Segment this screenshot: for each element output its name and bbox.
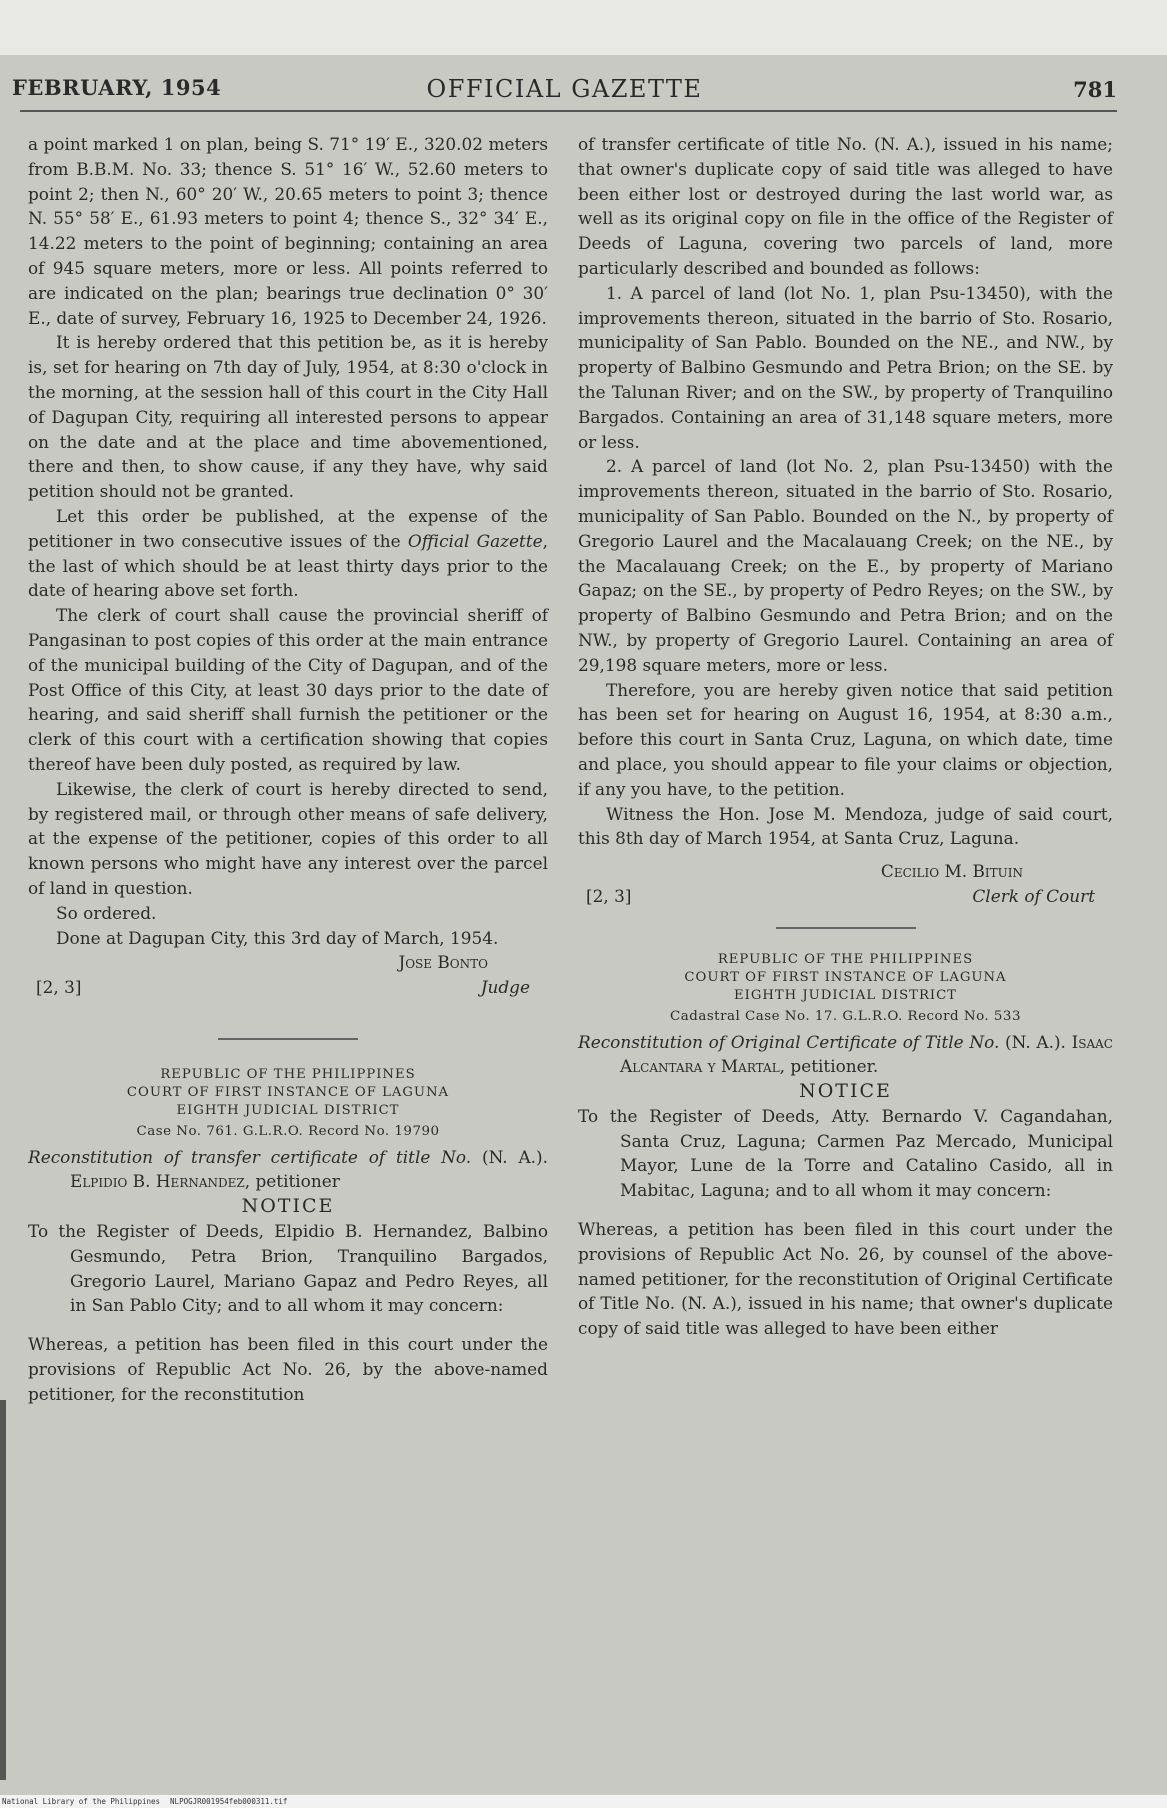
gazette-name: Official Gazette bbox=[407, 530, 543, 551]
court-line: COURT OF FIRST INSTANCE OF LAGUNA bbox=[126, 1084, 450, 1100]
court-line: REPUBLIC OF THE PHILIPPINES bbox=[160, 1066, 416, 1082]
notice-heading: NOTICE bbox=[799, 1080, 892, 1103]
paragraph: 1. A parcel of land (lot No. 1, plan Psu-13450), with the improvements thereon, situated in the barrio of Sto. Rosario, municipality of San Pablo. Bounded on the NE., and NW., by property of Balbino Gesmundo and Petra Brion; on the SE. by the Talunan River; and on the SW., by property of Tranquilino Bargados. Containing an area of 31,148 square meters, more or less. bbox=[578, 282, 1113, 452]
notice-address: To the Register of Deeds, Elpidio B. Hernandez, Balbino Gesmundo, Petra Brion, Tranquilino Bargados, Gregorio Laurel, Mariano Gapaz and Pedro Reyes, all in San Pablo City; and to all whom it may concern: bbox=[28, 1221, 548, 1316]
right-column bbox=[578, 132, 1113, 1341]
issue-ref: [2, 3] bbox=[586, 885, 632, 906]
paragraph: Done at Dagupan City, this 3rd day of March, 1954. bbox=[56, 927, 499, 948]
signature-line bbox=[28, 975, 548, 1000]
paragraph: 2. A parcel of land (lot No. 2, plan Psu-13450) with the improvements thereon, situated in the barrio of Sto. Rosario, municipality of San Pablo. Bounded on the N., by property of Gregorio Laurel and the Macalauang Creek; on the NE., by the Macalauang Creek; on the E., by property of Mariano Gapaz; on the SE., by property of Pedro Reyes; on the SW., by property of Balbino Gesmundo and Petra Brion; and on the NW., by property of Gregorio Laurel. Containing an area of 29,198 square meters, more or less. bbox=[578, 456, 1113, 675]
court-line: REPUBLIC OF THE PHILIPPINES bbox=[717, 951, 974, 967]
section-separator bbox=[218, 1038, 358, 1040]
publication-title: OFFICIAL GAZETTE bbox=[426, 75, 703, 103]
petitioner-name: Elpidio B. Hernandez bbox=[70, 1171, 245, 1192]
paragraph: It is hereby ordered that this petition be, as it is hereby is, set for hearing on 7th day of July, 1954, at 8:30 o'clock in the morning, at the session hall of this court in the City Hall of Dagupan City, requiring all interested persons to appear on the date and at the place and time abovementioned, there and then, to show cause, if any they have, why said petition should not be granted. bbox=[28, 332, 548, 502]
caption-text: (N. A.). bbox=[482, 1146, 548, 1167]
case-caption bbox=[28, 1145, 548, 1195]
court-line: EIGHTH JUDICIAL DISTRICT bbox=[734, 987, 957, 1003]
case-number: Cadastral Case No. 17. G.L.R.O. Record No. 533 bbox=[670, 1008, 1021, 1024]
court-line: COURT OF FIRST INSTANCE OF LAGUNA bbox=[684, 969, 1007, 985]
petitioner-name: Isaac Alcantara y Martal bbox=[620, 1031, 1113, 1077]
issue-ref: [2, 3] bbox=[36, 977, 82, 998]
issue-date: FEBRUARY, 1954 bbox=[12, 75, 222, 100]
header-rule bbox=[20, 110, 1117, 112]
signatory-name: Cecilio M. Bituin bbox=[880, 861, 1023, 882]
file-id: NLPOGJR001954feb000311.tif bbox=[170, 1797, 288, 1806]
case-number: Case No. 761. G.L.R.O. Record No. 19790 bbox=[136, 1123, 440, 1139]
page-number: 781 bbox=[1073, 77, 1117, 102]
caption-text: (N. A.). bbox=[1005, 1031, 1072, 1052]
signatory-name: Jose Bonto bbox=[398, 952, 488, 973]
notice-heading: NOTICE bbox=[241, 1195, 335, 1218]
paragraph: The clerk of court shall cause the provincial sheriff of Pangasinan to post copies of this order at the main entrance of the municipal building of the City of Dagupan, and of the Post Office of this City, at least 30 days prior to the date of hearing, and said sheriff shall furnish the petitioner or the clerk of this court with a certification showing that copies thereof have been duly posted, as required by law. bbox=[28, 605, 548, 774]
section-separator bbox=[776, 927, 916, 929]
caption-text: , petitioner. bbox=[779, 1056, 879, 1077]
notice-address: To the Register of Deeds, Atty. Bernardo V. Cagandahan, Santa Cruz, Laguna; Carmen Paz Mercado, Municipal Mayor, Lune de la Torre and Catalino Casido, all in Mabitac, Laguna; and to all whom it may concern: bbox=[578, 1105, 1113, 1201]
left-column bbox=[28, 132, 548, 1407]
signature-line bbox=[578, 884, 1113, 909]
paragraph: a point marked 1 on plan, being S. 71° 19′ E., 320.02 meters from B.B.M. No. 33; thence S. 51° 16′ W., 52.60 meters to point 2; then N., 60° 20′ W., 20.65 meters to point 3; thence N. 55° 58′ E., 61.93 meters to point 4; thence S., 32° 34′ E., 14.22 meters to the point of beginning; containing an area of 945 square meters, more or less. All points referred to are indicated on the plan; bearings true declination 0° 30′ E., date of survey, February 16, 1925 to December 24, 1926. bbox=[28, 134, 548, 328]
paragraph bbox=[28, 504, 548, 603]
scan-top-band bbox=[0, 0, 1167, 55]
page-header bbox=[12, 75, 1117, 105]
scan-edge-shadow bbox=[0, 1400, 6, 1780]
paragraph: So ordered. bbox=[56, 902, 157, 923]
scan-footer bbox=[0, 1795, 1167, 1808]
court-line: EIGHTH JUDICIAL DISTRICT bbox=[176, 1102, 400, 1118]
paragraph: of transfer certificate of title No. (N. A.), issued in his name; that owner's duplicate copy of said title was alleged to have been either lost or destroyed during the last world war, as well as its original copy on file in the office of the Register of Deeds of Laguna, covering two parcels of land, more particularly described and bounded as follows: bbox=[578, 134, 1113, 278]
paragraph: Witness the Hon. Jose M. Mendoza, judge of said court, this 8th day of March 1954, at Santa Cruz, Laguna. bbox=[578, 803, 1113, 849]
paragraph: Whereas, a petition has been filed in this court under the provisions of Republic Act No. 26, by the above-named petitioner, for the reconstitution bbox=[28, 1334, 548, 1404]
text: Let this order be published, at the expense of the petitioner in two consecutive issues of the bbox=[28, 505, 548, 551]
signatory-title: Clerk of Court bbox=[972, 885, 1095, 906]
caption-title: Reconstitution of transfer certificate of title No. bbox=[28, 1146, 472, 1167]
paragraph: Likewise, the clerk of court is hereby directed to send, by registered mail, or through other means of safe delivery, at the expense of the petitioner, copies of this order to all known persons who might have any interest over the parcel of land in question. bbox=[28, 778, 548, 898]
text: , the last of which should be at least thirty days prior to the date of hearing above set forth. bbox=[28, 530, 548, 601]
signatory-title: Judge bbox=[480, 977, 530, 998]
case-caption bbox=[578, 1030, 1113, 1080]
caption-text: , petitioner bbox=[244, 1171, 340, 1192]
paragraph: Whereas, a petition has been filed in this court under the provisions of Republic Act No. 26, by counsel of the above-named petitioner, for the reconstitution of Original Certificate of Title No. (N. A.), issued in his name; that owner's duplicate copy of said title was alleged to have been either bbox=[578, 1219, 1113, 1339]
library-credit: National Library of the Philippines bbox=[2, 1797, 161, 1806]
paragraph: Therefore, you are hereby given notice that said petition has been set for hearing on August 16, 1954, at 8:30 a.m., before this court in Santa Cruz, Laguna, on which date, time and place, you should appear to file your claims or objection, if any you have, to the petition. bbox=[578, 679, 1113, 799]
caption-title: Reconstitution of Original Certificate of Title No. bbox=[578, 1031, 1000, 1052]
